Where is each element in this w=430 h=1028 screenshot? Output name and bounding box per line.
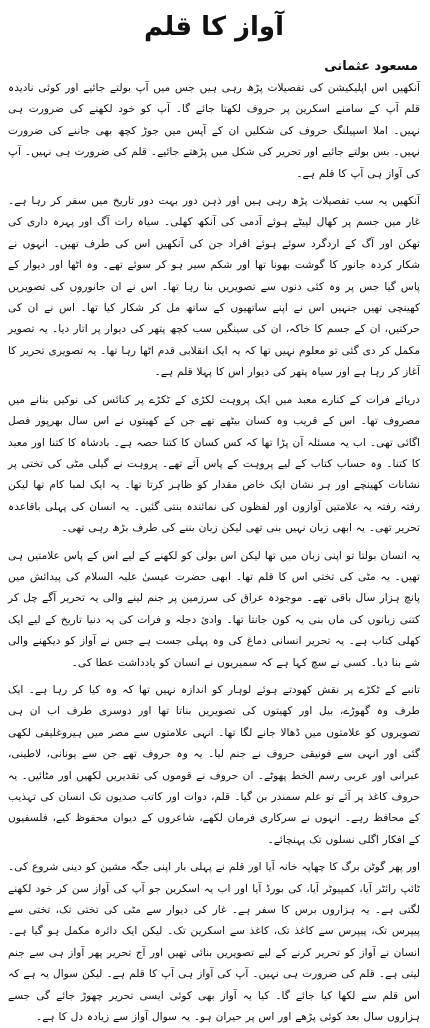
article-paragraph: اور پھر گوٹن برگ کا چھاپہ خانہ آیا اور قلم نے پہلی بار اپنی جگہ مشین کو دینی شروع کی۔ ٹائپ رائٹر آیا، کمپیوٹر آیا، کی بورڈ آیا اور اب یہ اسکرین جو آپ کی آواز سن کر خود لکھنے لگتی ہے۔ یہ ہزاروں برس کا سفر ہے۔ غار کی دیوار سے مٹی کی تختی تک، تختی سے پیپرس تک، پیپرس سے کاغذ تک، کاغذ سے اسکرین تک۔ لیکن ایک دائرہ مکمل ہو گیا ہے۔ انسان نے آواز کو تحریر کرنے کے لیے تصویریں بنائی تھیں اور آج تحریر پھر آواز ہی سے جنم لیتی ہے۔ قلم کی ضرورت ہی نہیں۔ آپ کی آواز ہی آپ کا قلم ہے۔ لیکن سوال یہ ہے کہ اس قلم سے لکھا کیا جائے گا۔ کیا یہ آواز بھی کوئی ایسی تحریر چھوڑ جائے گی جسے ہزاروں سال بعد کوئی پڑھے اور اس پر حیران ہو۔ یہ سوال آواز سے زیادہ دل کا ہے۔	[8, 861, 420, 1024]
article-paragraph: دریائے فرات کے کنارے معبد میں ایک پروہت لکڑی کے ٹکڑے پر کنائس کی نوکیں بنانے میں مصروف تھا۔ اس کے قریب وہ کسان بیٹھے تھے جن کے کھیتوں نے اس سال بھرپور فصل اگائی تھی۔ اب یہ مسئلہ آن پڑا تھا کہ کس کسان کا کتنا حصہ ہے۔ بادشاہ کا کتنا اور معبد کا کتنا۔ وہ حساب کتاب کے لیے پروہت کے پاس آئے تھے۔ پروہت نے گیلی مٹی کی تختی پر نشانات کھینچے اور ہر نشان ایک خاص مقدار کو ظاہر کرتا تھا۔ یہ ایک لمبا کام تھا لیکن رفتہ رفتہ یہ علامتیں آوازوں اور لفظوں کی نمائندہ بنتی گئیں۔ یہ انسان کی پہلی باقاعدہ تحریر تھی۔ یہ ابھی زبان نہیں بنی تھی لیکن زبان بننے کی طرف بڑھ رہی تھی۔	[8, 393, 420, 535]
article-paragraph: یہ انسان بولتا تو اپنی زبان میں تھا لیکن اس بولی کو لکھنے کے لیے اس کے پاس علامتیں ہی تھیں۔ یہ مٹی کی تختی اس کا قلم تھا۔ ابھی حضرت عیسیٰ علیہ السلام کی پیدائش میں پانچ ہزار سال باقی تھے۔ موجودہ عراق کی سرزمین پر جنم لینے والی یہ تحریر آگے چل کر کتنی زبانوں کی ماں بنی یہ کون جانتا تھا۔ وادیٔ دجلہ و فرات کی یہ دنیا تاریخ کے لیے ایک کھلی کتاب ہے۔ یہ تحریر انسانی دماغ کی وہ پہلی جست ہے جس نے آواز کو دیکھنے والی شے بنا دیا۔ کسی نے سچ کہا ہے کہ سمیریوں نے انسان کو یادداشت عطا کی۔	[8, 549, 420, 669]
article-paragraph: آنکھیں اس اپلیکیشن کی تفصیلات پڑھ رہی ہیں جس میں آپ بولتے جائیے اور کوئی نادیدہ قلم آپ کے سامنے اسکرین پر حروف لکھتا جائے گا۔ آپ کو خود لکھنے کی ضرورت ہی نہیں۔ املا اسپیلنگ حروف کی شکلیں ان کے آپس میں جوڑ کچھ بھی جاننے کی ضرورت نہیں۔ بس بولتے جائیے اور تحریر کی شکل میں پڑھتے جائیے۔ قلم کی ضرورت ہی نہیں۔ آپ کی آواز ہی آپ کا قلم ہے۔	[8, 82, 420, 180]
author-name: مسعود عثمانی	[324, 59, 418, 74]
article-body	[8, 78, 420, 1028]
article-paragraph: تانبے کے ٹکڑے پر نقش کھودتے ہوئے لوہار کو اندازہ نہیں تھا کہ وہ کیا کر رہا ہے۔ ایک طرف وہ گھوڑے، بیل اور کھیتوں کی تصویریں بناتا تھا اور دوسری طرف اب ان ہی تصویروں کو علامتوں میں ڈھالا جانے لگا تھا۔ انہی علامتوں سے مصر میں ہیروغلیفی لکھی گئی اور انہی سے فونیقی حروف نے جنم لیا۔ یہ وہ حروف تھے جن سے یونانی، لاطینی، عبرانی اور عربی رسم الخط پھوٹے۔ ان حروف نے قوموں کی تقدیریں لکھیں اور مٹائیں۔ یہ حروف کاغذ پر آئے تو علم سمندر بن گیا۔ قلم، دوات اور کاتب صدیوں تک انسان کی تہذیب کے محافظ رہے۔ انہوں نے سرکاری فرمان لکھے، شاعروں کے دیوان محفوظ کیے، فلسفیوں کے افکار اگلی نسلوں تک پہنچائے۔	[8, 683, 420, 846]
article-title: آواز کا قلم	[144, 12, 284, 42]
article-paragraph: آنکھیں یہ سب تفصیلات پڑھ رہی ہیں اور ذہن دور بہت دور تاریخ میں سفر کر رہا ہے۔ غار میں جسم پر کھال لپیٹے ہوئے آدمی کی آنکھ کھلی۔ سیاہ رات آگ اور پہرہ داری کی تھکن اور آگ کے اردگرد سوئے ہوئے افراد جن کی آنکھیں اس کی طرف تھیں۔ انہوں نے شکار کردہ جانور کا گوشت بھونا تھا اور شکم سیر ہو کر سوئے تھے۔ وہ اٹھا اور دیوار کے پاس گیا جس پر وہ کئی دنوں سے تصویریں بنا رہا تھا۔ اس نے ان جانوروں کی تصویریں کھینچی تھیں جنہیں اس نے اپنے ساتھیوں کے ساتھ مل کر شکار کیا تھا۔ اس نے ان کی حرکتیں، ان کے جسم کا خاکہ، ان کی سینگیں سب کچھ پتھر کی دیوار پر اتار دیا۔ یہ تصویر مکمل کر دی گئی تو معلوم نہیں تھا کہ یہ ایک انقلابی قدم اٹھا رہا تھا۔ یہ تصویری تحریر کا آغاز کر رہا ہے اور سیاہ پتھر کی دیوار اس کا پہلا قلم ہے۔	[8, 195, 420, 379]
